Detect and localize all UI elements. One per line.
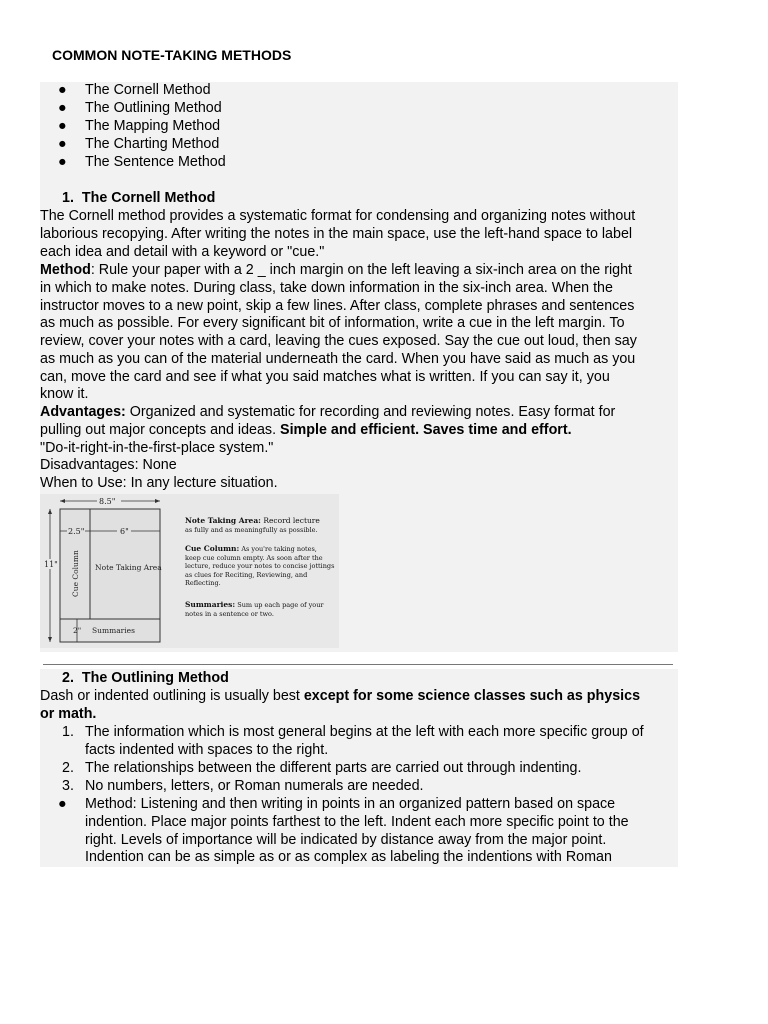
outlining-intro-line: Dash or indented outlining is usually best except for some science classes such as physics [40, 688, 641, 704]
section-divider [43, 664, 673, 665]
cornell-method-line: know it. [40, 386, 89, 402]
list-item: ● The Sentence Method [58, 154, 226, 170]
cornell-method-line: review, cover your notes with a card, leaving the cues exposed. Say the cue out loud, then say [40, 333, 637, 349]
legend-cue-line: keep cue column empty. As soon after the [185, 554, 323, 562]
main-label: 6" [120, 527, 129, 536]
cornell-method-line: instructor moves to a new point, skip a few lines. After class, complete phrases and sentences [40, 298, 635, 314]
legend-cue-line: Cue Column: As you're taking notes, [185, 544, 317, 553]
cornell-advantages-line: "Do-it-right-in-the-first-place system." [40, 440, 274, 456]
legend-note-line: as fully and as meaningfully as possible. [185, 526, 318, 534]
summary-height-label: 2" [73, 626, 82, 635]
legend-cue-line: as clues for Reciting, Reviewing, and [185, 571, 308, 579]
cornell-method-line: in which to make notes. During class, take down information in the six-inch area. When the [40, 280, 613, 296]
outlining-intro-line: or math. [40, 706, 97, 722]
bullet-icon: ● [58, 100, 67, 116]
cornell-method-line: as much as possible. For every significant bit of information, write a cue in the left margin. To [40, 315, 625, 331]
arrow-right-icon [155, 499, 160, 503]
arrow-up-icon [48, 509, 52, 514]
cornell-method-line: can, move the card and see if what you said matches what is written. If you can say it, you [40, 369, 610, 385]
legend-summary-line: notes in a sentence or two. [185, 610, 274, 618]
outline-point: 2. The relationships between the different parts are carried out through indenting. [62, 760, 582, 776]
note-area-label: Note Taking Area [95, 563, 162, 572]
margin-label: 2.5" [68, 527, 85, 536]
outline-point: ● Method: Listening and then writing in points in an organized pattern based on space indention. Place major points farthest to the left. Indent each more specific point to the right. Levels of importance will be indicated by distance away from the major point. Indention can be as simple as or as complex as labeling the indentions with Roman [58, 796, 629, 866]
width-label: 8.5" [99, 497, 116, 506]
bullet-icon: ● [58, 796, 67, 812]
cornell-advantages-line: Advantages: Organized and systematic for recording and reviewing notes. Easy format for [40, 404, 616, 420]
cornell-intro-line: each idea and detail with a keyword or "cue." [40, 244, 325, 260]
outline-point: 1. The information which is most general begins at the left with each more specific group of facts indented with spaces to the right. [62, 724, 644, 758]
height-label: 11" [44, 560, 58, 569]
bullet-icon: ● [58, 154, 67, 170]
legend-cue-line: lecture, reduce your notes to concise jottings [185, 562, 335, 570]
point-marker: 3. [62, 778, 74, 794]
cornell-disadvantages: Disadvantages: None [40, 457, 177, 473]
point-marker: 2. [62, 760, 74, 776]
outlining-heading: 2. The Outlining Method [62, 670, 229, 686]
outline-point: 3. No numbers, letters, or Roman numerals are needed. [62, 778, 424, 794]
list-item: ● The Cornell Method [58, 82, 211, 98]
arrow-left-icon [60, 499, 65, 503]
legend-note-line: Note Taking Area: Record lecture [185, 516, 320, 525]
cornell-heading: 1. The Cornell Method [62, 190, 216, 206]
list-item: ● The Outlining Method [58, 100, 222, 116]
cornell-method-line: Method: Rule your paper with a 2 _ inch margin on the left leaving a six-inch area on the right [40, 262, 633, 278]
point-marker: 1. [62, 724, 74, 740]
list-item: ● The Charting Method [58, 136, 220, 152]
bullet-icon: ● [58, 118, 67, 134]
summaries-label: Summaries [92, 626, 135, 635]
cornell-advantages-line: pulling out major concepts and ideas. Simple and efficient. Saves time and effort. [40, 422, 572, 438]
cornell-method-line: as much as you can of the material underneath the card. When you have said as much as you [40, 351, 636, 367]
legend-summary-line: Summaries: Sum up each page of your [185, 600, 324, 609]
bullet-icon: ● [58, 136, 67, 152]
cornell-intro-line: laborious recopying. After writing the notes in the main space, use the left-hand space to label [40, 226, 633, 242]
list-item: ● The Mapping Method [58, 118, 221, 134]
bullet-icon: ● [58, 82, 67, 98]
legend-cue-line: Reflecting. [185, 579, 221, 587]
cornell-intro-line: The Cornell method provides a systematic format for condensing and organizing notes without [40, 208, 636, 224]
arrow-down-icon [48, 637, 52, 642]
page-title: COMMON NOTE-TAKING METHODS [52, 47, 292, 63]
cornell-when-to-use: When to Use: In any lecture situation. [40, 475, 278, 491]
cornell-diagram [40, 494, 339, 648]
cue-column-label: Cue Column [71, 550, 80, 597]
